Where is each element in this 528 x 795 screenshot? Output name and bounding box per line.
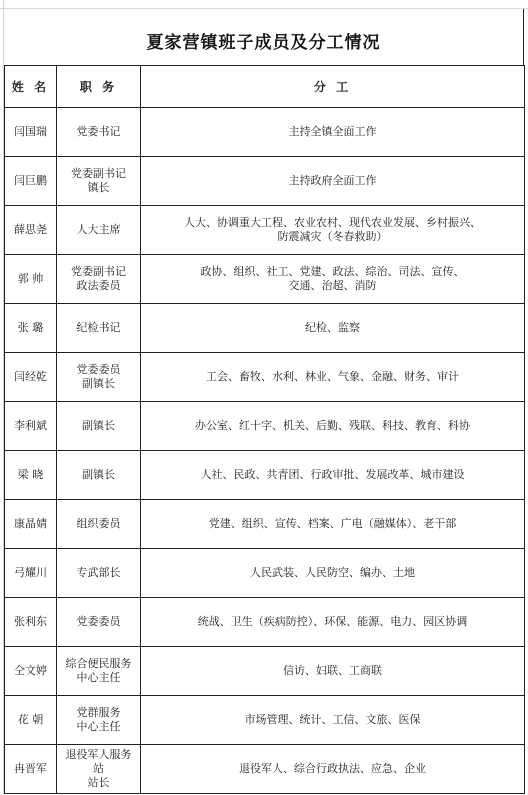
member-duties-cell: 市场管理、统计、工信、文旅、医保 xyxy=(141,696,525,745)
member-name-cell: 闫国瑞 xyxy=(5,108,57,157)
table-row xyxy=(5,157,525,206)
table-row xyxy=(5,108,525,157)
table-row xyxy=(5,647,525,696)
member-position-cell: 党委副书记 政法委员 xyxy=(57,255,141,304)
member-duties-cell: 办公室、红十字、机关、后勤、残联、科技、教育、科协 xyxy=(141,402,525,451)
roster-body xyxy=(5,108,525,794)
header-position: 职 务 xyxy=(57,66,141,108)
member-duties-cell: 主持全镇全面工作 xyxy=(141,108,525,157)
member-duties-cell: 党建、组织、宣传、档案、广电（融媒体）、老干部 xyxy=(141,500,525,549)
table-row xyxy=(5,549,525,598)
member-duties-cell: 主持政府全面工作 xyxy=(141,157,525,206)
table-row xyxy=(5,304,525,353)
member-position-cell: 党委副书记 镇长 xyxy=(57,157,141,206)
header-name: 姓 名 xyxy=(5,66,57,108)
roster-table xyxy=(4,65,525,794)
table-row xyxy=(5,255,525,304)
member-name-cell: 花 朝 xyxy=(5,696,57,745)
header-row xyxy=(5,66,525,108)
member-duties-cell: 政协、组织、社工、党建、政法、综治、司法、宣传、 交通、治超、消防 xyxy=(141,255,525,304)
table-row xyxy=(5,451,525,500)
member-name-cell: 闫巨鹏 xyxy=(5,157,57,206)
member-position-cell: 人大主席 xyxy=(57,206,141,255)
member-duties-cell: 人大、协调重大工程、农业农村、现代农业发展、乡村振兴、 防震减灾（冬春救助） xyxy=(141,206,525,255)
table-row xyxy=(5,500,525,549)
top-gridline xyxy=(0,0,528,9)
member-name-cell: 仝文婷 xyxy=(5,647,57,696)
table-row xyxy=(5,402,525,451)
table-row xyxy=(5,745,525,794)
member-position-cell: 党委书记 xyxy=(57,108,141,157)
member-name-cell: 张 璐 xyxy=(5,304,57,353)
member-position-cell: 党委委员 xyxy=(57,598,141,647)
table-row xyxy=(5,353,525,402)
member-name-cell: 李利斌 xyxy=(5,402,57,451)
member-position-cell: 综合便民服务 中心主任 xyxy=(57,647,141,696)
member-name-cell: 梁 晓 xyxy=(5,451,57,500)
member-position-cell: 组织委员 xyxy=(57,500,141,549)
member-duties-cell: 信访、妇联、工商联 xyxy=(141,647,525,696)
table-row xyxy=(5,696,525,745)
member-name-cell: 冉晋军 xyxy=(5,745,57,794)
member-name-cell: 张利东 xyxy=(5,598,57,647)
member-duties-cell: 退役军人、综合行政执法、应急、企业 xyxy=(141,745,525,794)
member-duties-cell: 工会、畜牧、水利、林业、气象、金融、财务、审计 xyxy=(141,353,525,402)
table-row xyxy=(5,598,525,647)
title-cell xyxy=(4,9,524,65)
member-name-cell: 闫经乾 xyxy=(5,353,57,402)
table-row xyxy=(5,206,525,255)
page-title: 夏家营镇班子成员及分工情况 xyxy=(146,32,381,53)
header-duties: 分 工 xyxy=(141,66,525,108)
member-position-cell: 退役军人服务站 站长 xyxy=(57,745,141,794)
member-name-cell: 薛思尧 xyxy=(5,206,57,255)
member-position-cell: 专武部长 xyxy=(57,549,141,598)
member-name-cell: 郭 帅 xyxy=(5,255,57,304)
member-position-cell: 副镇长 xyxy=(57,402,141,451)
member-duties-cell: 人民武装、人民防空、编办、土地 xyxy=(141,549,525,598)
member-name-cell: 康晶婧 xyxy=(5,500,57,549)
member-position-cell: 副镇长 xyxy=(57,451,141,500)
member-position-cell: 纪检书记 xyxy=(57,304,141,353)
member-duties-cell: 统战、卫生（疾病防控）、环保、能源、电力、园区协调 xyxy=(141,598,525,647)
member-position-cell: 党群服务 中心主任 xyxy=(57,696,141,745)
member-position-cell: 党委委员 副镇长 xyxy=(57,353,141,402)
member-duties-cell: 人社、民政、共青团、行政审批、发展改革、城市建设 xyxy=(141,451,525,500)
member-duties-cell: 纪检、监察 xyxy=(141,304,525,353)
member-name-cell: 弓耀川 xyxy=(5,549,57,598)
